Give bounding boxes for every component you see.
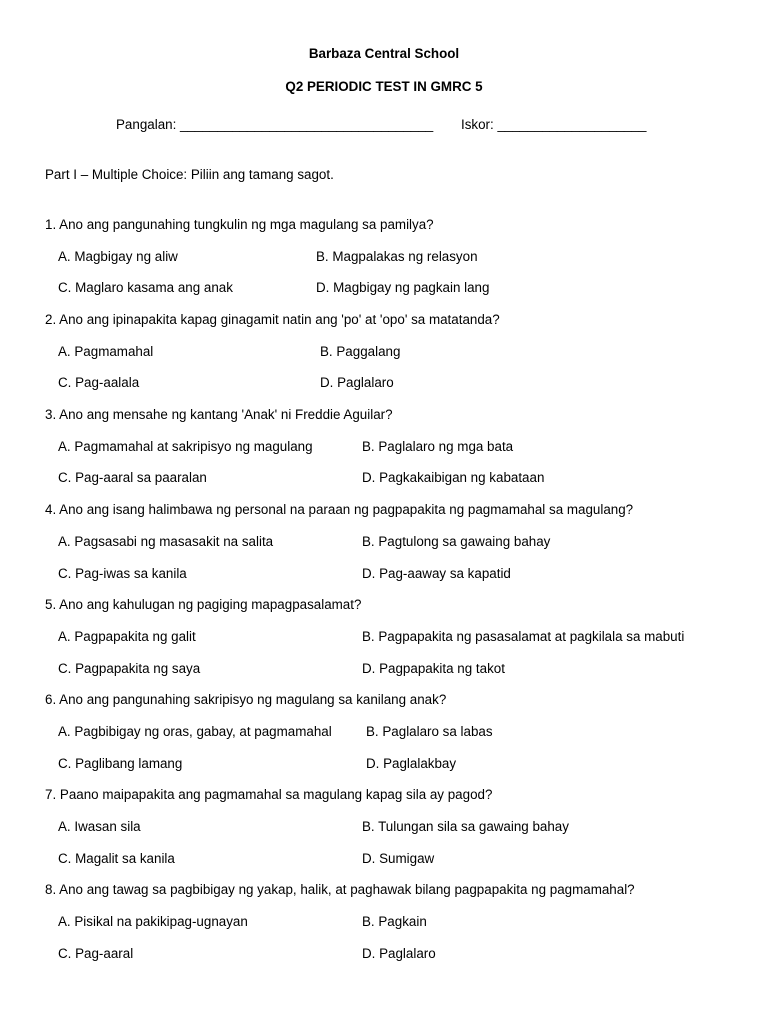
question-1-text: 1. Ano ang pangunahing tungkulin ng mga magulang sa pamilya? [45, 217, 434, 232]
question-2-option-a: A. Pagmamahal [58, 344, 154, 359]
question-8-option-a: A. Pisikal na pakikipag-ugnayan [58, 914, 248, 929]
question-5-option-b: B. Pagpapakita ng pasasalamat at pagkilala sa mabuti [362, 629, 685, 644]
question-7-option-a: A. Iwasan sila [58, 819, 141, 834]
question-6-text: 6. Ano ang pangunahing sakripisyo ng magulang sa kanilang anak? [45, 692, 447, 707]
question-7-option-b: B. Tulungan sila sa gawaing bahay [362, 819, 569, 834]
question-2-option-c: C. Pag-aalala [58, 375, 140, 390]
question-8-option-b: B. Pagkain [362, 914, 427, 929]
question-3-option-c: C. Pag-aaral sa paaralan [58, 470, 207, 485]
question-7-option-c: C. Magalit sa kanila [58, 851, 175, 866]
question-8-option-c: C. Pag-aaral [58, 946, 134, 961]
question-5-option-c: C. Pagpapakita ng saya [58, 661, 201, 676]
score-field-label: Iskor: ____________________ [461, 117, 647, 132]
question-5-option-d: D. Pagpapakita ng takot [362, 661, 505, 676]
question-1-option-c: C. Maglaro kasama ang anak [58, 280, 233, 295]
question-6-option-c: C. Paglibang lamang [58, 756, 183, 771]
question-6-option-d: D. Paglalakbay [366, 756, 457, 771]
question-1-option-d: D. Magbigay ng pagkain lang [316, 280, 490, 295]
question-6-option-b: B. Paglalaro sa labas [366, 724, 493, 739]
question-4-option-c: C. Pag-iwas sa kanila [58, 566, 187, 581]
question-4-option-a: A. Pagsasabi ng masasakit na salita [58, 534, 274, 549]
question-3-option-d: D. Pagkakaibigan ng kabataan [362, 470, 545, 485]
question-2-text: 2. Ano ang ipinapakita kapag ginagamit natin ang 'po' at 'opo' sa matatanda? [45, 312, 500, 327]
question-8-option-d: D. Paglalaro [362, 946, 436, 961]
question-1-option-a: A. Magbigay ng aliw [58, 249, 178, 264]
question-5-text: 5. Ano ang kahulugan ng pagiging mapagpasalamat? [45, 597, 362, 612]
question-6-option-a: A. Pagbibigay ng oras, gabay, at pagmamahal [58, 724, 332, 739]
question-5-option-a: A. Pagpapakita ng galit [58, 629, 196, 644]
question-3-option-a: A. Pagmamahal at sakripisyo ng magulang [58, 439, 313, 454]
question-2-option-d: D. Paglalaro [320, 375, 394, 390]
question-1-option-b: B. Magpalakas ng relasyon [316, 249, 478, 264]
question-8-text: 8. Ano ang tawag sa pagbibigay ng yakap, halik, at paghawak bilang pagpapakita ng pagmamahal? [45, 882, 635, 897]
part1-instruction: Part I – Multiple Choice: Piliin ang tamang sagot. [45, 167, 334, 182]
question-4-option-d: D. Pag-aaway sa kapatid [362, 566, 511, 581]
question-7-text: 7. Paano maipapakita ang pagmamahal sa magulang kapag sila ay pagod? [45, 787, 493, 802]
question-7-option-d: D. Sumigaw [362, 851, 435, 866]
question-3-text: 3. Ano ang mensahe ng kantang 'Anak' ni Freddie Aguilar? [45, 407, 393, 422]
question-4-option-b: B. Pagtulong sa gawaing bahay [362, 534, 551, 549]
test-title: Q2 PERIODIC TEST IN GMRC 5 [285, 79, 483, 94]
question-4-text: 4. Ano ang isang halimbawa ng personal na paraan ng pagpapakita ng pagmamahal sa magulang? [45, 502, 634, 517]
name-field-label: Pangalan: __________________________________ [116, 117, 434, 132]
question-2-option-b: B. Paggalang [320, 344, 401, 359]
question-3-option-b: B. Paglalaro ng mga bata [362, 439, 514, 454]
school-name: Barbaza Central School [308, 46, 460, 61]
